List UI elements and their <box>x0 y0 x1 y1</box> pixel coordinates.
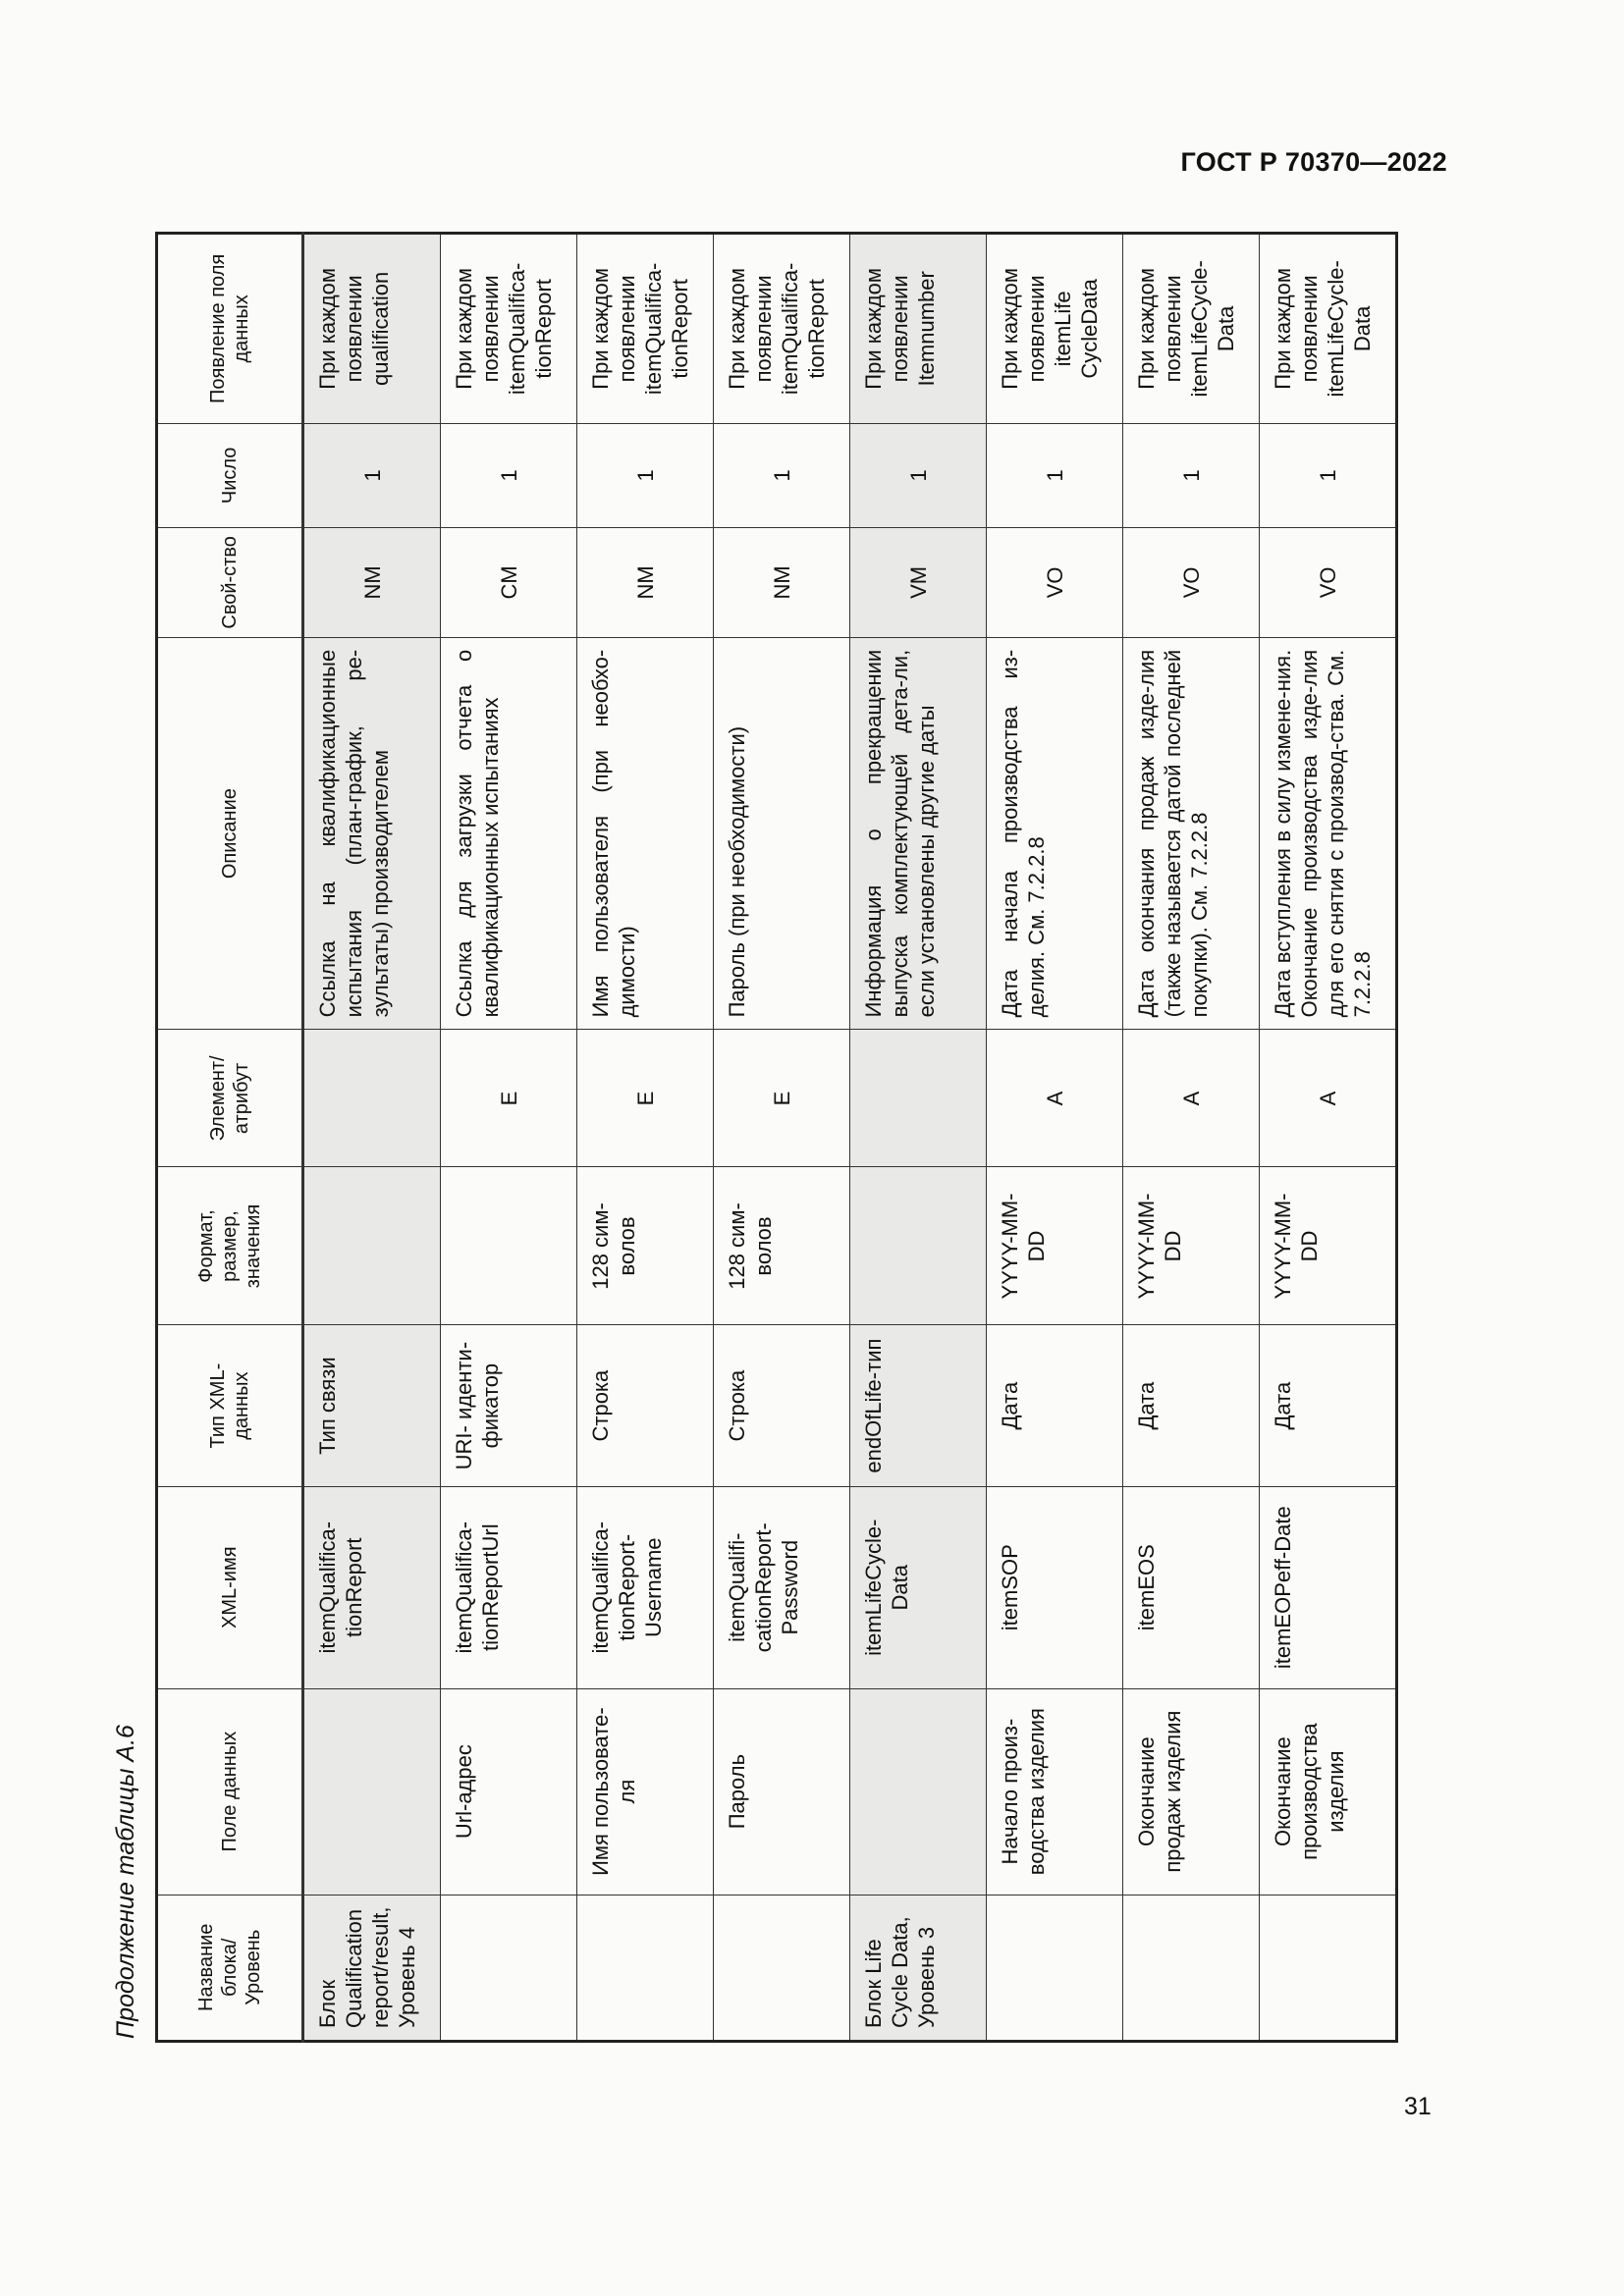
cell-format: YYYY-MM-DD <box>987 1167 1123 1325</box>
cell-count: 1 <box>303 423 441 527</box>
cell-count: 1 <box>1260 423 1397 527</box>
table-caption: Продолжение таблицы А.6 <box>112 1725 139 2039</box>
cell-occurrence: При каждом появлении qualification <box>303 234 441 424</box>
cell-xml-type: Дата <box>987 1325 1123 1486</box>
cell-element-attribute <box>850 1030 987 1167</box>
header-occurrence: Появление поля данных <box>157 234 303 424</box>
table-row <box>1260 234 1397 2042</box>
data-table <box>155 232 1398 2043</box>
cell-field: Окончание продаж изделия <box>1123 1688 1260 1895</box>
cell-occurrence: При каждом появлении itemLifeCycle-Data <box>1260 234 1397 424</box>
cell-block <box>987 1895 1123 2041</box>
cell-xml-type: endOfLife-тип <box>850 1325 987 1486</box>
cell-xml-name: itemQualifica-tionReport <box>303 1486 441 1688</box>
page-number: 31 <box>1404 2093 1432 2120</box>
cell-property: VO <box>1123 527 1260 637</box>
header-xml-type: Тип XML-данных <box>157 1325 303 1486</box>
cell-format: YYYY-MM-DD <box>1260 1167 1397 1325</box>
cell-xml-name: itemSOP <box>987 1486 1123 1688</box>
table-row <box>987 234 1123 2042</box>
cell-property: NM <box>577 527 714 637</box>
cell-description: Дата окончания продаж изде-лия (также называется датой последней покупки). См. 7.2.2.8 <box>1123 637 1260 1030</box>
cell-xml-type: Тип связи <box>303 1325 441 1486</box>
cell-occurrence: При каждом появлении itemLifeCycle-Data <box>1123 234 1260 424</box>
cell-property: VM <box>850 527 987 637</box>
cell-xml-name: itemQualifica-tionReportUrl <box>441 1486 577 1688</box>
header-block-level: Название блока/ Уровень <box>157 1895 303 2041</box>
cell-element-attribute: E <box>714 1030 850 1167</box>
cell-format: YYYY-MM-DD <box>1123 1167 1260 1325</box>
cell-element-attribute <box>303 1030 441 1167</box>
table-row <box>577 234 714 2042</box>
header-element-attribute: Элемент/ атрибут <box>157 1030 303 1167</box>
cell-element-attribute: E <box>577 1030 714 1167</box>
cell-count: 1 <box>850 423 987 527</box>
cell-property: VO <box>987 527 1123 637</box>
cell-xml-name: itemEOPeff-Date <box>1260 1486 1397 1688</box>
cell-xml-name: itemQualifica-tionReport-Username <box>577 1486 714 1688</box>
cell-description: Ссылка на квалификационные испытания (план-график, ре-зультаты) производителем <box>303 637 441 1030</box>
cell-element-attribute: A <box>987 1030 1123 1167</box>
cell-xml-name: itemEOS <box>1123 1486 1260 1688</box>
cell-count: 1 <box>1123 423 1260 527</box>
table-row <box>714 234 850 2042</box>
cell-format <box>303 1167 441 1325</box>
cell-description: Дата начала производства из-делия. См. 7.2.2.8 <box>987 637 1123 1030</box>
cell-property: NM <box>303 527 441 637</box>
cell-occurrence: При каждом появлении itemQualifica-tionReport <box>577 234 714 424</box>
cell-description: Имя пользователя (при необхо-димости) <box>577 637 714 1030</box>
cell-xml-type: Дата <box>1260 1325 1397 1486</box>
cell-block <box>441 1895 577 2041</box>
cell-description: Пароль (при необходимости) <box>714 637 850 1030</box>
cell-xml-name: itemLifeCycle-Data <box>850 1486 987 1688</box>
cell-count: 1 <box>714 423 850 527</box>
cell-description: Информация о прекращении выпуска комплектующей дета-ли, если установлены другие даты <box>850 637 987 1030</box>
cell-element-attribute: A <box>1260 1030 1397 1167</box>
cell-occurrence: При каждом появлении Itemnumber <box>850 234 987 424</box>
cell-occurrence: При каждом появлении itemQualifica-tionReport <box>714 234 850 424</box>
cell-count: 1 <box>441 423 577 527</box>
cell-occurrence: При каждом появлении itemLife CycleData <box>987 234 1123 424</box>
cell-property: CM <box>441 527 577 637</box>
header-count: Число <box>157 423 303 527</box>
cell-count: 1 <box>987 423 1123 527</box>
cell-format: 128 сим-волов <box>714 1167 850 1325</box>
table-row <box>441 234 577 2042</box>
table-row <box>1123 234 1260 2042</box>
cell-format: 128 сим-волов <box>577 1167 714 1325</box>
cell-block <box>714 1895 850 2041</box>
cell-count: 1 <box>577 423 714 527</box>
cell-field: Пароль <box>714 1688 850 1895</box>
cell-property: NM <box>714 527 850 637</box>
cell-field: Окончание производства изделия <box>1260 1688 1397 1895</box>
cell-element-attribute: A <box>1123 1030 1260 1167</box>
cell-xml-type: Строка <box>577 1325 714 1486</box>
header-data-field: Поле данных <box>157 1688 303 1895</box>
cell-xml-type: Строка <box>714 1325 850 1486</box>
cell-property: VO <box>1260 527 1397 637</box>
cell-block <box>577 1895 714 2041</box>
cell-field: Имя пользовате-ля <box>577 1688 714 1895</box>
rotated-table-region <box>102 232 1375 2043</box>
document-header: ГОСТ Р 70370—2022 <box>1180 147 1447 177</box>
table-row <box>303 234 441 2042</box>
cell-occurrence: При каждом появлении itemQualifica-tionReport <box>441 234 577 424</box>
cell-xml-type: Дата <box>1123 1325 1260 1486</box>
header-format: Формат, размер, значения <box>157 1167 303 1325</box>
header-description: Описание <box>157 637 303 1030</box>
cell-description: Дата вступления в силу измене-ния. Окончание производства изде-лия для его снятия с производ-ства. См. 7.2.2.8 <box>1260 637 1397 1030</box>
cell-xml-type: URI- иденти-фикатор <box>441 1325 577 1486</box>
cell-format <box>441 1167 577 1325</box>
cell-field <box>303 1688 441 1895</box>
cell-block <box>1123 1895 1260 2041</box>
cell-xml-name: itemQualifi-cationReport-Password <box>714 1486 850 1688</box>
cell-field: Начало произ-водства изделия <box>987 1688 1123 1895</box>
header-xml-name: XML-имя <box>157 1486 303 1688</box>
table-row <box>850 234 987 2042</box>
cell-element-attribute: E <box>441 1030 577 1167</box>
table-header-row <box>157 234 303 2042</box>
cell-block: Блок Qualification report/result, Уровень 4 <box>303 1895 441 2041</box>
cell-description: Ссылка для загрузки отчета о квалификационных испытаниях <box>441 637 577 1030</box>
cell-field <box>850 1688 987 1895</box>
header-property: Свой-ство <box>157 527 303 637</box>
cell-format <box>850 1167 987 1325</box>
cell-block <box>1260 1895 1397 2041</box>
cell-field: Url-адрес <box>441 1688 577 1895</box>
cell-block: Блок Life Cycle Data, Уровень 3 <box>850 1895 987 2041</box>
